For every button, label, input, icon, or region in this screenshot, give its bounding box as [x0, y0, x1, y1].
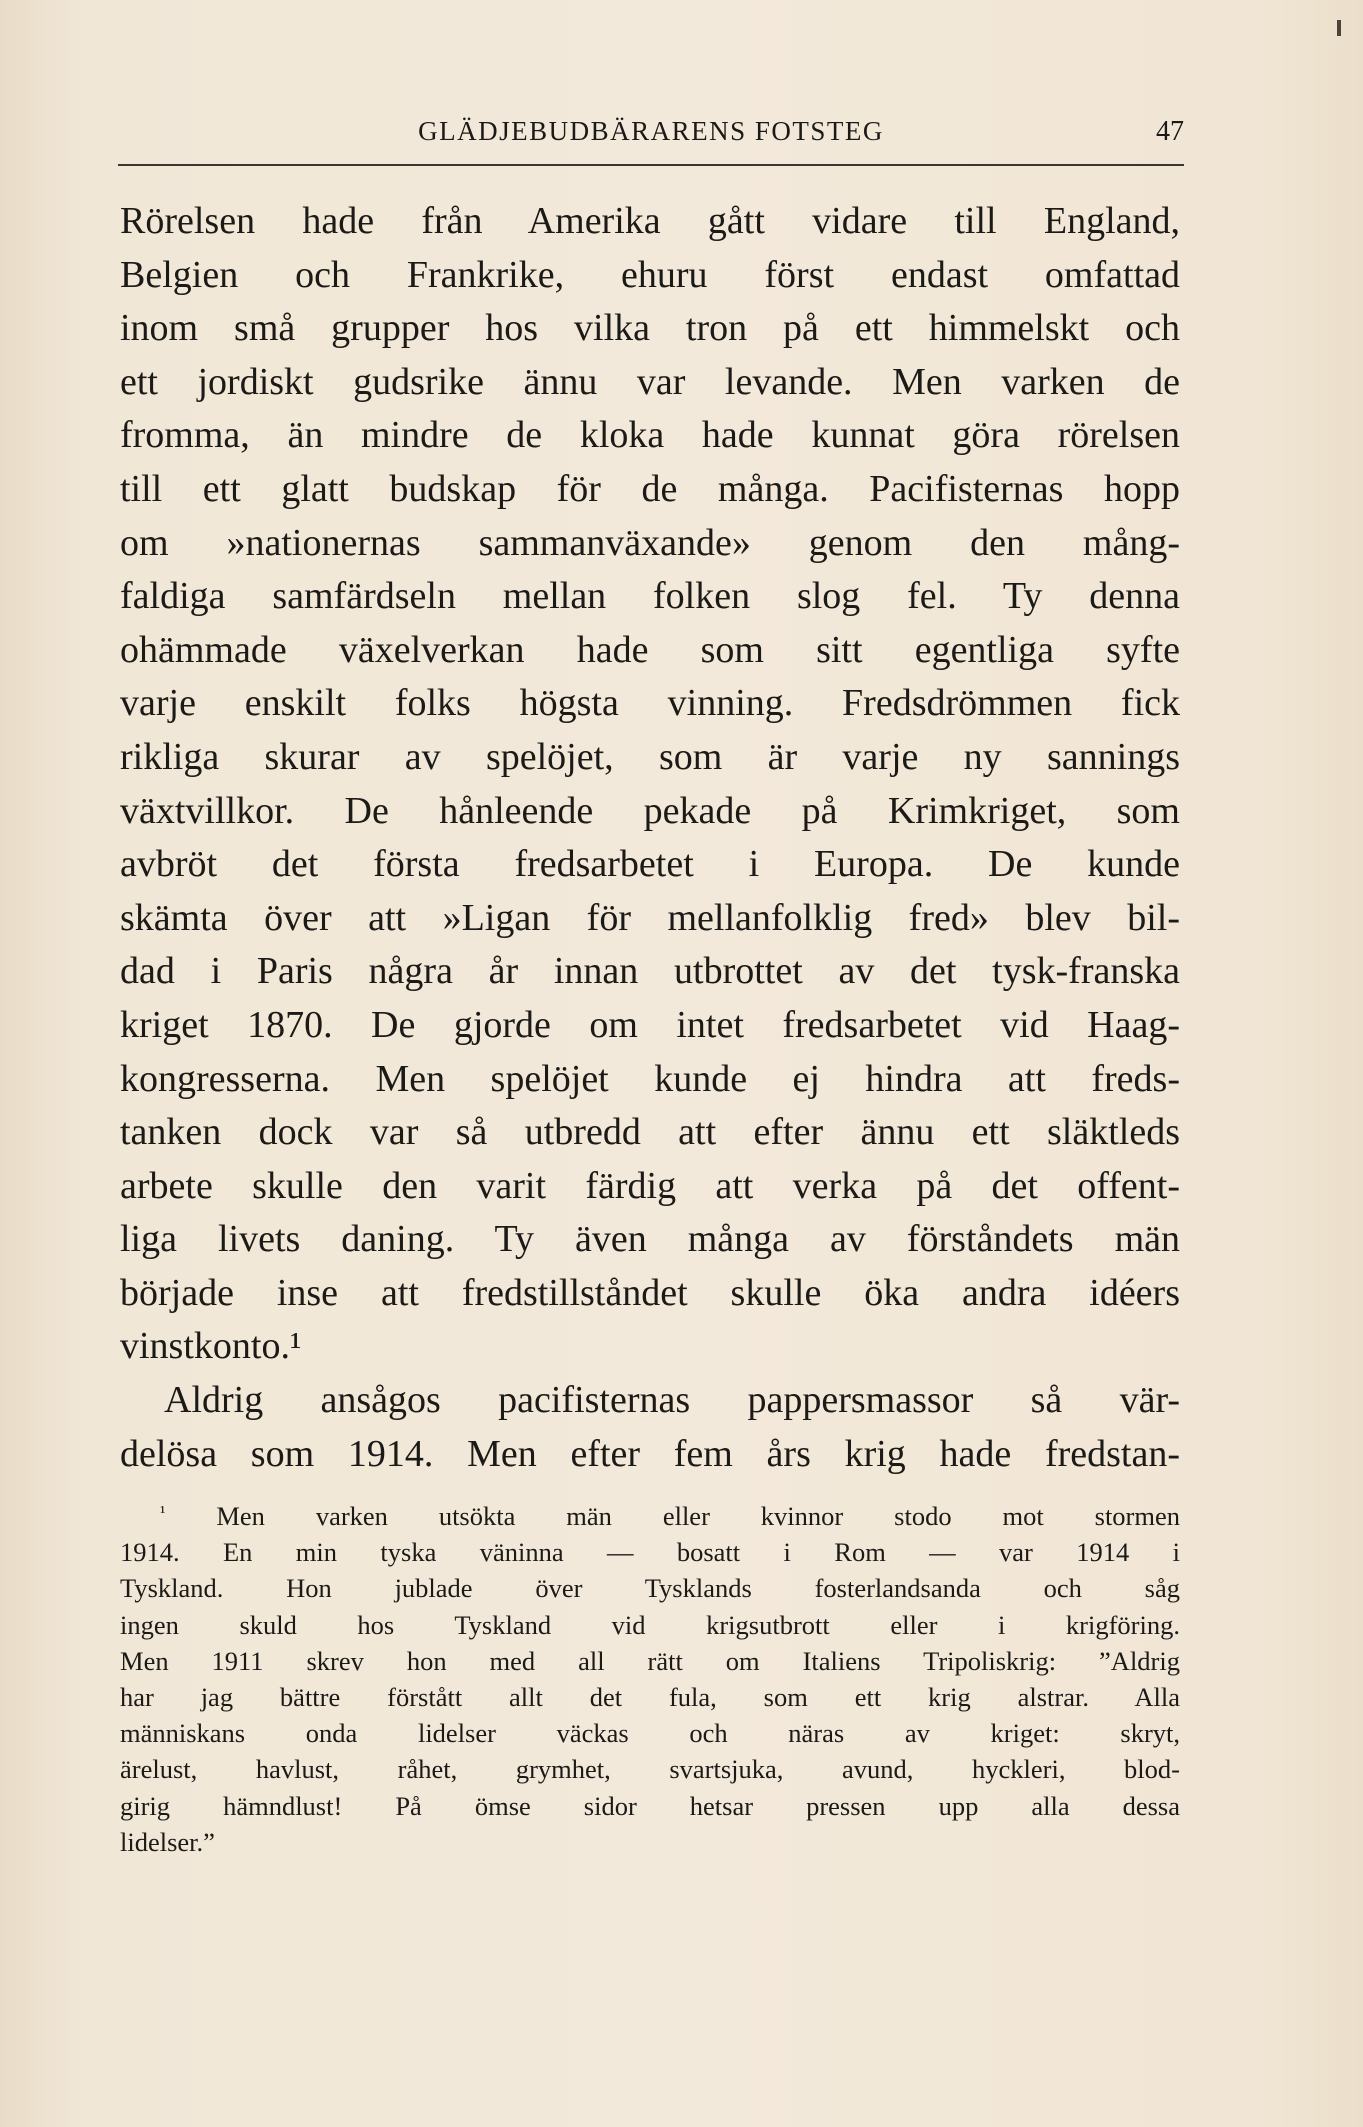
text-line: kriget 1870. De gjorde om intet fredsarbetet vid Haag- — [120, 1003, 1180, 1046]
text-line: dad i Paris några år innan utbrottet av det tysk-franska — [120, 950, 1180, 993]
text-line: Belgien och Frankrike, ehuru först endast omfattad — [120, 253, 1180, 296]
text-line: arbete skulle den varit färdig att verka på det offent- — [120, 1164, 1180, 1207]
footnote-line: ärelust, havlust, råhet, grymhet, svartsjuka, avund, hyckleri, blod- — [120, 1754, 1180, 1785]
text-line: faldiga samfärdseln mellan folken slog fel. Ty denna — [120, 575, 1180, 618]
text-line: tanken dock var så utbredd att efter ännu ett släktleds — [120, 1111, 1180, 1154]
footnote-line: girig hämndlust! På ömse sidor hetsar pressen upp alla dessa — [120, 1790, 1180, 1821]
running-title: GLÄDJEBUDBÄRARENS FOTSTEG — [418, 116, 884, 146]
text-line: inom små grupper hos vilka tron på ett himmelskt och — [120, 307, 1180, 350]
text-line: delösa som 1914. Men efter fem års krig hade fredstan- — [120, 1432, 1180, 1475]
footnote-line: har jag bättre förstått allt det fula, som ett krig alstrar. Alla — [120, 1681, 1180, 1712]
text-line: varje enskilt folks högsta vinning. Fredsdrömmen fick — [120, 682, 1180, 725]
text-line: till ett glatt budskap för de många. Pacifisternas hopp — [120, 467, 1180, 510]
footnote — [120, 1498, 1180, 1860]
page-header — [118, 112, 1184, 166]
text-line: liga livets daning. Ty även många av förståndets män — [120, 1218, 1180, 1261]
scan-mark — [1337, 20, 1341, 36]
text-line: kongresserna. Men spelöjet kunde ej hindra att freds- — [120, 1057, 1180, 1100]
text-line: fromma, än mindre de kloka hade kunnat göra rörelsen — [120, 414, 1180, 457]
text-line: Rörelsen hade från Amerika gått vidare till England, — [120, 200, 1180, 242]
footnote-line: lidelser.” — [120, 1826, 215, 1857]
text-line: började inse att fredstillståndet skulle öka andra idéers — [120, 1271, 1180, 1314]
page-number: 47 — [1156, 116, 1184, 147]
text-line: skämta över att »Ligan för mellanfolklig fred» blev bil- — [120, 896, 1180, 939]
footnote-line: Tyskland. Hon jublade över Tysklands fosterlandsanda och såg — [120, 1573, 1180, 1604]
footnote-line: Men 1911 skrev hon med all rätt om Italiens Tripoliskrig: ”Aldrig — [120, 1645, 1180, 1676]
footnote-marker: ¹ — [160, 1502, 166, 1522]
footnote-line: människans onda lidelser väckas och näras av kriget: skryt, — [120, 1718, 1180, 1749]
text-line: vinstkonto.¹ — [120, 1325, 302, 1368]
footnote-text: Men varken utsökta män eller kvinnor stodo mot stormen — [216, 1501, 1181, 1531]
footnote-line: 1914. En min tyska väninna — bosatt i Rom — var 1914 i — [120, 1537, 1180, 1568]
text-line: ohämmade växelverkan hade som sitt egentliga syfte — [120, 628, 1180, 671]
body-text — [120, 195, 1180, 1481]
footnote-line: ingen skuld hos Tyskland vid krigsutbrott eller i krigföring. — [120, 1609, 1180, 1640]
text-line: växtvillkor. De hånleende pekade på Krimkriget, som — [120, 789, 1180, 832]
text-line: rikliga skurar av spelöjet, som är varje ny sannings — [120, 735, 1180, 778]
text-line: om »nationernas sammanväxande» genom den mång- — [120, 521, 1180, 564]
text-line: ett jordiskt gudsrike ännu var levande. Men varken de — [120, 360, 1180, 403]
text-line: Aldrig ansågos pacifisternas pappersmassor så vär- — [164, 1379, 1180, 1422]
footnote-line — [120, 1498, 1180, 1534]
text-line: avbröt det första fredsarbetet i Europa. De kunde — [120, 843, 1180, 886]
